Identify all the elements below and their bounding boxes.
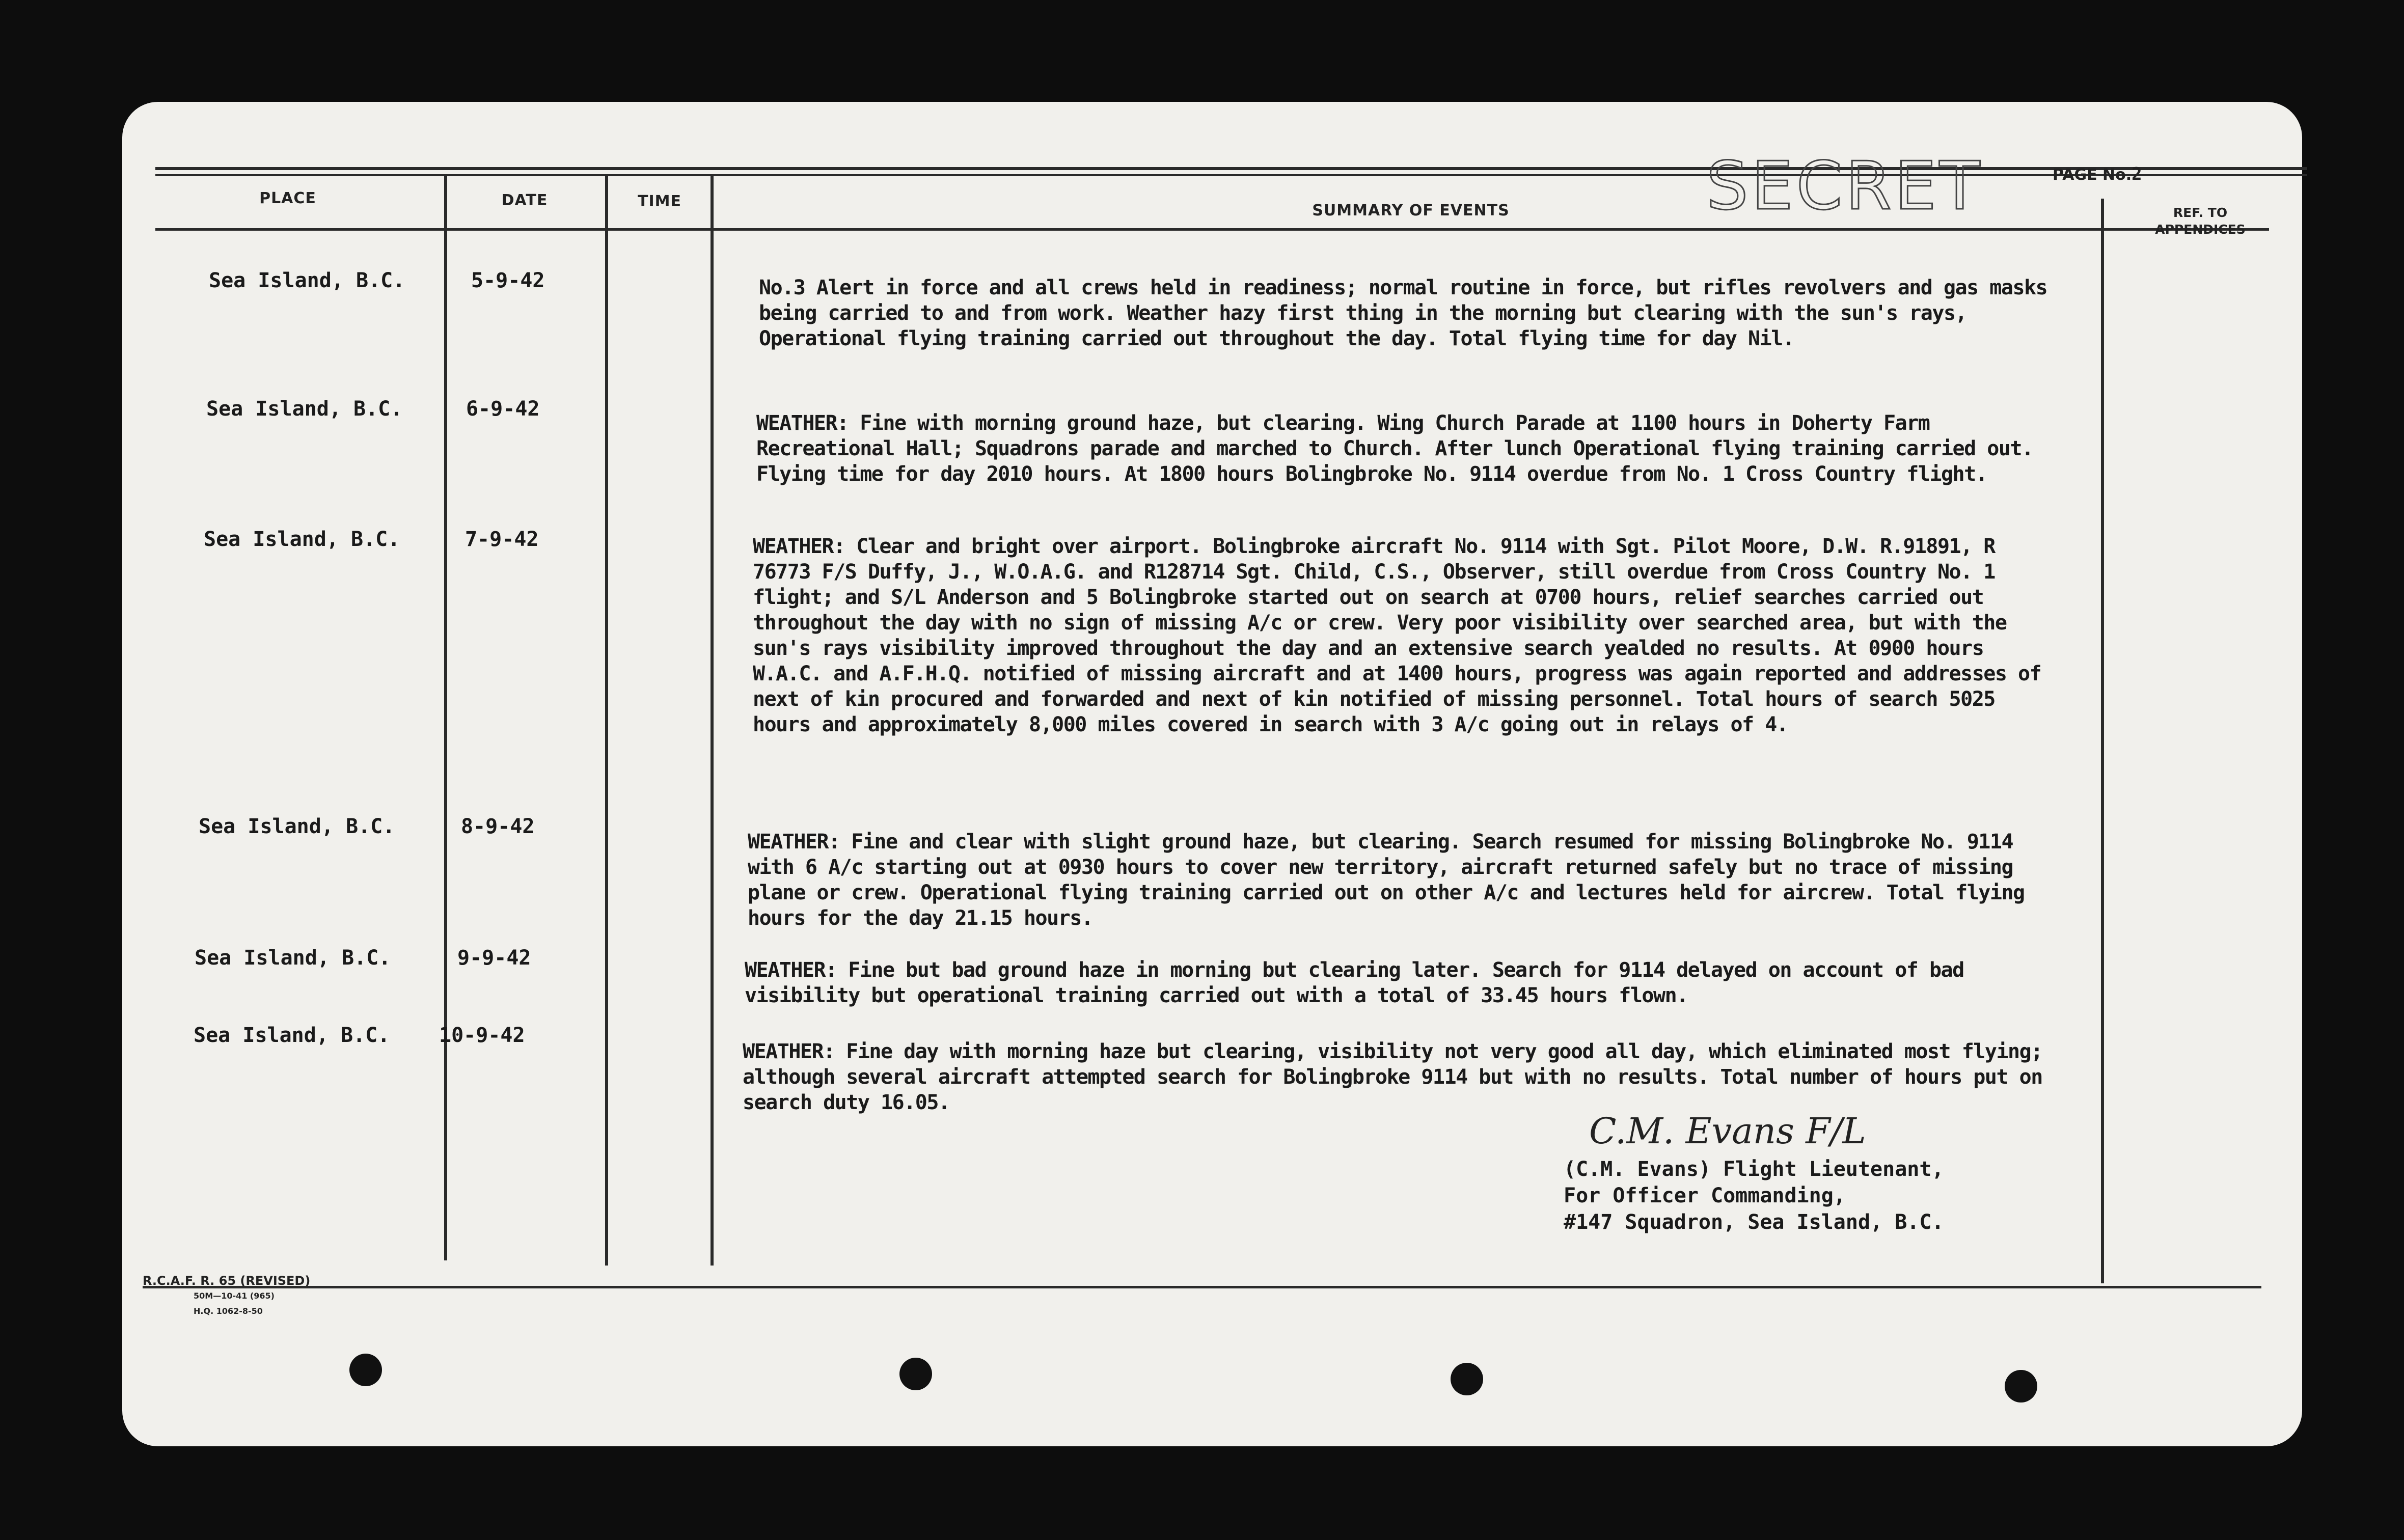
time-column-header: TIME [638,193,681,210]
form-print-run: 50M—10-41 (965) [194,1291,275,1301]
page-number-label: PAGE No. [2053,166,2132,184]
binder-hole [1451,1363,1483,1395]
entry-summary: WEATHER: Fine with morning ground haze, but clearing. Wing Church Parade at 1100 hours in Doherty Farm Recreational Hall; Squadrons parade and marched to Church. After lunch Operational flying training carried out. Flying time for day 2010 hours. At 1800 hours Bolingbroke No. 9114 overdue from No. 1 Cross Country flight. [756,411,2033,486]
entry-date: 8-9-42 [461,815,535,838]
entry-date: 7-9-42 [465,528,539,551]
entry-summary: No.3 Alert in force and all crews held in readiness; normal routine in force, but rifles revolvers and gas masks being carried to and from work. Weather hazy first thing in the morning but clearing with the sun's rays, Operational flying training carried out throughout the day. Total flying time for day Nil. [759,276,2047,350]
place-column-header: PLACE [259,189,316,207]
entry-date: 10-9-42 [439,1024,525,1047]
ref-appendices-header [2119,205,2282,238]
date-column-header: DATE [501,191,548,209]
entry-summary: WEATHER: Fine and clear with slight ground haze, but clearing. Search resumed for missing Bolingbroke No. 9114 with 6 A/c starting out at 0930 hours to cover new territory, aircraft returned safely but no trace of missing plane or crew. Operational flying training carried out on other A/c and lectures held for aircrew. Total flying hours for the day 21.15 hours. [748,830,2025,930]
page-number-field [2053,164,2142,184]
entry-place: Sea Island, B.C. [194,1024,390,1047]
signatory-name: (C.M. Evans) Flight Lieutenant, [1564,1158,1944,1181]
place-date-divider [444,176,447,1260]
header-top-rule [155,167,2307,170]
header-bottom-rule [155,228,2269,231]
binder-hole [899,1358,932,1390]
page-number-value: 2 [2132,164,2142,184]
time-summary-divider [711,176,714,1266]
entry-date: 9-9-42 [457,946,531,970]
date-time-divider [605,176,608,1266]
footer-rule [143,1286,2261,1288]
ref-to-label: REF. TO [2173,205,2228,220]
binder-hole [349,1354,382,1386]
summary-column-header: SUMMARY OF EVENTS [1312,202,1510,219]
form-identifier [143,1273,310,1319]
entry-date: 5-9-42 [471,269,545,292]
appendices-label: APPENDICES [2155,222,2246,237]
signature-block [1564,1156,1944,1235]
entry-date: 6-9-42 [466,397,540,421]
entry-summary: WEATHER: Fine day with morning haze but clearing, visibility not very good all day, which eliminated most flying; although several aircraft attempted search for Bolingbroke 9114 but with no results. Total number of hours put on search duty 16.05. [743,1040,2042,1114]
entry-summary: WEATHER: Clear and bright over airport. Bolingbroke aircraft No. 9114 with Sgt. Pilot Moore, D.W. R.91891, R 76773 F/S Duffy, J., W.O.A.G. and R128714 Sgt. Child, C.S., Observer, still overdue from Cross Country No. 1 flight; and S/L Anderson and 5 Bolingbroke started out on search at 0700 hours, relief searches carried out throughout the day with no sign of missing A/c or crew. Very poor visibility over searched area, but with the sun's rays visibility improved throughout the day and an extensive search yealded no results. At 0900 hours W.A.C. and A.F.H.Q. notified of missing aircraft and at 1400 hours, progress was again reported and addresses of next of kin procured and forwarded and next of kin notified of missing personnel. Total hours of search 5025 hours and approximately 8,000 miles covered in search with 3 A/c going out in relays of 4. [753,535,2041,736]
entry-place: Sea Island, B.C. [195,946,391,970]
entry-summary: WEATHER: Fine but bad ground haze in morning but clearing later. Search for 9114 delayed on account of bad visibility but operational training carried out with a total of 33.45 hours flown. [745,958,1964,1007]
form-hq-ref: H.Q. 1062-8-50 [194,1306,263,1316]
signatory-role: For Officer Commanding, [1564,1184,1846,1207]
header-top-rule-2 [155,174,2307,176]
handwritten-signature: C.M. Evans F/L [1589,1110,1866,1152]
secret-stamp: SECRET [1706,147,1983,225]
summary-ref-divider [2101,199,2104,1283]
form-number: R.C.A.F. R. 65 (REVISED) [143,1274,311,1288]
entry-place: Sea Island, B.C. [209,269,405,292]
entry-place: Sea Island, B.C. [204,528,400,551]
binder-hole [2005,1370,2037,1402]
entry-place: Sea Island, B.C. [199,815,395,838]
entry-place: Sea Island, B.C. [206,397,403,421]
signatory-unit: #147 Squadron, Sea Island, B.C. [1564,1211,1944,1234]
